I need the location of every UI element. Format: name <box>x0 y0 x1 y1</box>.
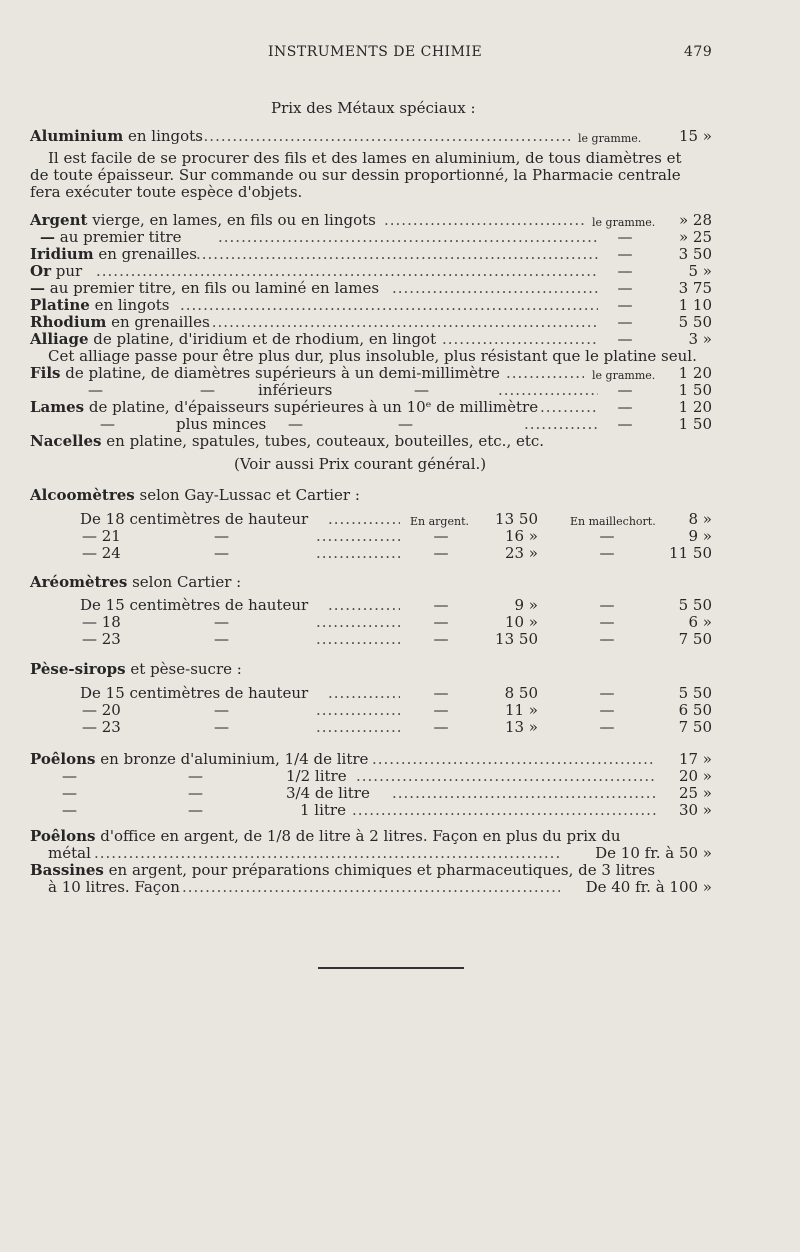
column-header-maillechort: En maillechort. <box>570 515 656 528</box>
row-label: — 18 <box>82 613 121 631</box>
entry-desc: vierge, en lames, en fils ou en lingots <box>92 211 376 229</box>
ditto-mark: — <box>433 701 449 719</box>
entry-alliage <box>30 331 436 348</box>
row-label: — 23 <box>82 630 121 648</box>
leader-dots <box>218 229 598 246</box>
price: 3 75 <box>678 279 712 297</box>
leader-dots <box>372 751 656 768</box>
unit-label: le gramme. <box>592 369 656 382</box>
ditto-mark: — <box>214 527 229 545</box>
leader-dots <box>498 382 598 399</box>
ditto-mark: — <box>398 415 413 433</box>
ditto-mark: — <box>88 381 103 399</box>
entry-argent-titre <box>40 229 182 246</box>
price: 17 » <box>678 750 712 768</box>
ditto-mark: — <box>100 415 115 433</box>
unit-ditto: — <box>617 330 633 348</box>
ditto-mark: — <box>599 596 615 614</box>
leader-dots <box>540 399 598 416</box>
entry-desc: 1/2 litre <box>286 767 347 785</box>
price: » 28 <box>678 211 712 229</box>
price: 20 » <box>678 767 712 785</box>
price-range: De 10 fr. à 50 » <box>595 844 712 862</box>
entry-desc: en argent, pour préparations chimiques et pharmaceutiques, de 3 litres <box>108 861 656 879</box>
ditto-mark: — <box>200 381 215 399</box>
entry-name: Platine <box>30 296 90 314</box>
leader-dots <box>352 802 656 819</box>
entry-name: Rhodium <box>30 313 107 331</box>
ditto-mark: — <box>433 544 449 562</box>
entry-poelons-office <box>30 828 621 845</box>
price: 3 » <box>688 330 712 348</box>
entry-desc: d'office en argent, de 1/8 de litre à 2 litres. Façon en plus du prix du <box>100 827 621 845</box>
section-heading-metaux: Prix des Métaux spéciaux : <box>271 99 476 117</box>
ditto-mark: — <box>188 767 203 785</box>
entry-name: Alcoomètres <box>30 486 135 504</box>
leader-dots <box>192 128 570 145</box>
entry-name: Iridium <box>30 245 94 263</box>
price-argent: 11 » <box>504 701 538 719</box>
leader-dots <box>356 768 656 785</box>
ditto-mark: — <box>433 684 449 702</box>
leader-dots <box>392 280 598 297</box>
note-line: de toute épaisseur. Sur commande ou sur dessin proportionné, la Pharmacie centrale <box>30 166 681 184</box>
leader-dots <box>392 785 656 802</box>
entry-name: Bassines <box>30 861 104 879</box>
row-label: — 23 <box>82 718 121 736</box>
price-maillechort: 7 50 <box>678 630 712 648</box>
price-maillechort: 5 50 <box>678 596 712 614</box>
ditto-mark: — <box>433 718 449 736</box>
entry-argent <box>30 212 376 229</box>
entry-lames <box>30 399 538 416</box>
leader-dots <box>524 416 598 433</box>
note-line: fera exécuter toute espèce d'objets. <box>30 183 303 201</box>
price-range: De 40 fr. à 100 » <box>585 878 712 896</box>
leader-dots <box>94 845 560 862</box>
price-maillechort: 5 50 <box>678 684 712 702</box>
entry-desc: inférieurs <box>258 381 333 399</box>
price-maillechort: 8 » <box>688 510 712 528</box>
unit-ditto: — <box>617 296 633 314</box>
ditto-mark: — <box>599 718 615 736</box>
ditto-mark: — <box>62 767 77 785</box>
price: 15 » <box>678 127 712 145</box>
ditto-mark: — <box>599 613 615 631</box>
running-title: INSTRUMENTS DE CHIMIE <box>268 44 483 60</box>
ditto-mark: — <box>599 684 615 702</box>
price-maillechort: 9 » <box>688 527 712 545</box>
leader-dots <box>328 597 400 614</box>
row-label: — 21 <box>82 527 121 545</box>
price: 1 50 <box>678 415 712 433</box>
column-header-argent: En argent. <box>410 515 469 528</box>
price-argent: 13 50 <box>495 510 538 528</box>
price-maillechort: 6 » <box>688 613 712 631</box>
entry-nacelles <box>30 433 544 450</box>
entry-or <box>30 263 82 280</box>
leader-dots <box>196 246 598 263</box>
entry-desc: au premier titre, en fils ou laminé en lames <box>49 279 380 297</box>
entry-desc: en lingots <box>127 127 203 145</box>
entry-or-titre <box>30 280 379 297</box>
unit-ditto: — <box>617 279 633 297</box>
entry-poelons <box>30 751 368 768</box>
leader-dots <box>206 314 598 331</box>
price-argent: 8 50 <box>504 684 538 702</box>
ditto-mark: — <box>62 784 77 802</box>
entry-iridium <box>30 246 197 263</box>
price: 1 20 <box>678 364 712 382</box>
leader-dots <box>180 297 598 314</box>
ditto-mark: — <box>599 701 615 719</box>
price: 3 50 <box>678 245 712 263</box>
entry-desc: au premier titre <box>59 228 182 246</box>
entry-desc: en lingots <box>94 296 170 314</box>
ditto-mark: — <box>30 279 45 297</box>
entry-name: Poêlons <box>30 750 96 768</box>
entry-desc: en platine, spatules, tubes, couteaux, bouteilles, etc., etc. <box>106 432 545 450</box>
ditto-mark: — <box>62 801 77 819</box>
ditto-mark: — <box>433 630 449 648</box>
entry-name: Poêlons <box>30 827 96 845</box>
price: 1 20 <box>678 398 712 416</box>
leader-dots <box>96 263 598 280</box>
price-maillechort: 11 50 <box>669 544 712 562</box>
ditto-mark: — <box>433 596 449 614</box>
unit-ditto: — <box>617 415 633 433</box>
entry-desc: de platine, d'iridium et de rhodium, en lingot <box>93 330 437 348</box>
leader-dots <box>506 365 584 382</box>
ditto-mark: — <box>214 701 229 719</box>
ditto-mark: — <box>214 718 229 736</box>
price-argent: 10 » <box>504 613 538 631</box>
entry-desc: 1 litre <box>300 801 346 819</box>
unit-label: le gramme. <box>592 216 656 229</box>
price: 30 » <box>678 801 712 819</box>
leader-dots <box>316 614 400 631</box>
price: 1 50 <box>678 381 712 399</box>
entry-platine <box>30 297 169 314</box>
ditto-mark: — <box>433 527 449 545</box>
section-pese-sirops <box>30 661 242 678</box>
leader-dots <box>182 879 560 896</box>
unit-ditto: — <box>617 245 633 263</box>
ditto-mark: — <box>214 544 229 562</box>
ditto-mark: — <box>288 415 303 433</box>
row-label: — 20 <box>82 701 121 719</box>
price-argent: 13 50 <box>495 630 538 648</box>
entry-name: Lames <box>30 398 85 416</box>
ditto-mark: — <box>433 613 449 631</box>
row-label: — 24 <box>82 544 121 562</box>
entry-desc: pur <box>55 262 83 280</box>
entry-desc-cont: métal <box>48 844 91 862</box>
ditto-mark: — <box>214 613 229 631</box>
unit-ditto: — <box>617 381 633 399</box>
entry-desc: selon Cartier : <box>132 573 242 591</box>
price-argent: 23 » <box>504 544 538 562</box>
ditto-mark: — <box>188 801 203 819</box>
section-alcoometres <box>30 487 360 504</box>
section-areometres <box>30 574 241 591</box>
entry-desc: plus minces <box>176 415 267 433</box>
entry-bassines <box>30 862 655 879</box>
entry-desc-cont: à 10 litres. Façon <box>48 878 180 896</box>
see-also-note: (Voir aussi Prix courant général.) <box>234 455 487 473</box>
row-label: De 15 centimètres de hauteur <box>80 596 309 614</box>
entry-desc: 3/4 de litre <box>286 784 370 802</box>
ditto-mark: — <box>414 381 429 399</box>
entry-desc: de platine, d'épaisseurs supérieures à un 10ᵉ de millimètre <box>88 398 539 416</box>
leader-dots <box>442 331 598 348</box>
entry-rhodium <box>30 314 210 331</box>
note-line: Il est facile de se procurer des fils et des lames en aluminium, de tous diamètres et <box>48 149 682 167</box>
price: 1 10 <box>678 296 712 314</box>
ditto-mark: — <box>40 228 55 246</box>
unit-ditto: — <box>617 313 633 331</box>
leader-dots <box>316 528 400 545</box>
entry-desc: en bronze d'aluminium, 1/4 de litre <box>100 750 369 768</box>
price-argent: 9 » <box>514 596 538 614</box>
ditto-mark: — <box>188 784 203 802</box>
entry-name: Alliage <box>30 330 89 348</box>
entry-name: Fils <box>30 364 61 382</box>
entry-name: Aluminium <box>30 127 124 145</box>
unit-label: le gramme. <box>578 132 642 145</box>
entry-name: Nacelles <box>30 432 102 450</box>
entry-fils <box>30 365 500 382</box>
unit-ditto: — <box>617 262 633 280</box>
leader-dots <box>384 212 584 229</box>
price: 5 » <box>688 262 712 280</box>
unit-ditto: — <box>617 228 633 246</box>
price-maillechort: 7 50 <box>678 718 712 736</box>
leader-dots <box>316 702 400 719</box>
page-number: 479 <box>684 44 713 60</box>
row-label: De 18 centimètres de hauteur <box>80 510 309 528</box>
ditto-mark: — <box>599 527 615 545</box>
price-maillechort: 6 50 <box>678 701 712 719</box>
price: 5 50 <box>678 313 712 331</box>
leader-dots <box>316 545 400 562</box>
leader-dots <box>328 685 400 702</box>
row-label: De 15 centimètres de hauteur <box>80 684 309 702</box>
price: 25 » <box>678 784 712 802</box>
entry-name: Aréomètres <box>30 573 128 591</box>
entry-name: Pèse-sirops <box>30 660 126 678</box>
price: » 25 <box>678 228 712 246</box>
leader-dots <box>328 511 400 528</box>
leader-dots <box>316 719 400 736</box>
end-rule <box>318 967 464 969</box>
unit-ditto: — <box>617 398 633 416</box>
ditto-mark: — <box>214 630 229 648</box>
leader-dots <box>316 631 400 648</box>
entry-desc: selon Gay-Lussac et Cartier : <box>139 486 360 504</box>
entry-desc: en grenailles <box>111 313 210 331</box>
ditto-mark: — <box>599 630 615 648</box>
entry-desc: et pèse-sucre : <box>130 660 242 678</box>
entry-desc: en grenailles <box>98 245 197 263</box>
entry-name: Argent <box>30 211 88 229</box>
price-argent: 16 » <box>504 527 538 545</box>
entry-aluminium <box>30 128 203 145</box>
ditto-mark: — <box>599 544 615 562</box>
note-alliage: Cet alliage passe pour être plus dur, plus insoluble, plus résistant que le platine seul. <box>48 347 697 365</box>
entry-name: Or <box>30 262 51 280</box>
price-argent: 13 » <box>504 718 538 736</box>
entry-desc: de platine, de diamètres supérieurs à un demi-millimètre <box>65 364 500 382</box>
